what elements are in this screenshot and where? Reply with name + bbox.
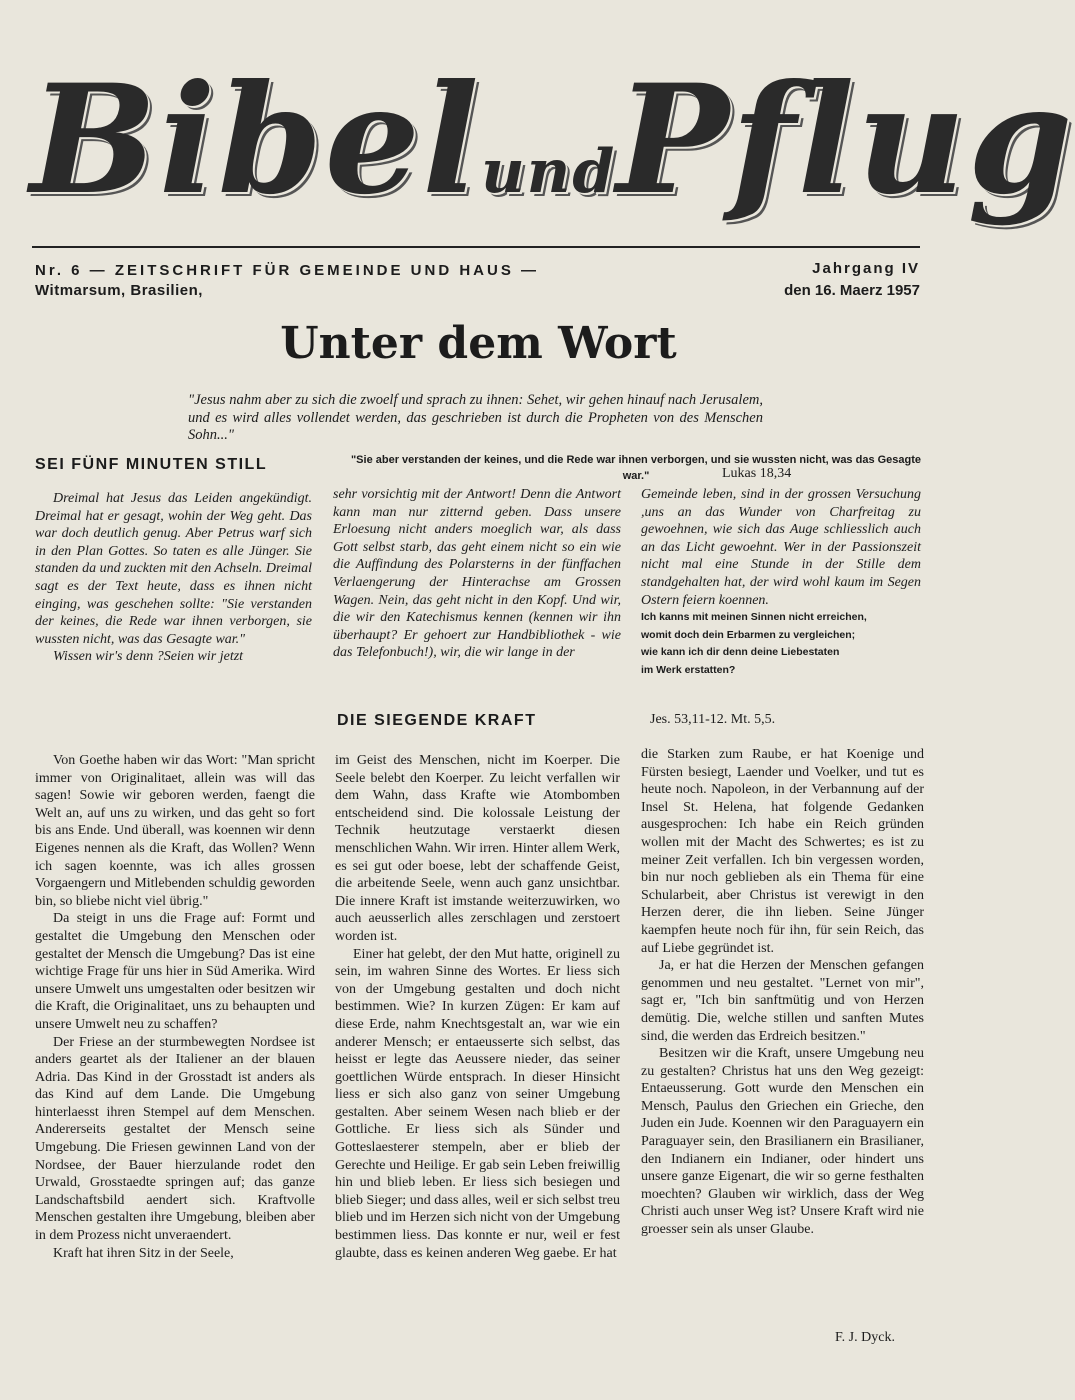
scripture-quote: "Sie aber verstanden der keines, und die Rede war ihnen verborgen, und sie wussten nicht, was das Gesagte war." <box>350 454 922 482</box>
scripture-reference: Lukas 18,34 <box>722 466 792 481</box>
paragraph: Dreimal hat Jesus das Leiden angekündigt. Dreimal hat er gesagt, wohin der Weg geht. Das war doch deutlich genug. Aber Petrus warf sich in den Plan Gottes. So taten es alle Jünger. Sie standen da und zuckten mit den Achseln. Dreimal sagt es der Text heute, dass es ihnen nicht einging, was geschehen sollte: "Sie verstanden der keines, die Rede war ihnen verborgen, sie wussten nicht, was das Gesagte war." <box>35 491 312 647</box>
section2-column-3 <box>641 746 924 1239</box>
intro-quote: "Jesus nahm aber zu sich die zwoelf und sprach zu ihnen: Sehet, wir gehen hinauf nach Jerusalem, und es wird alles vollendet werden, das geschrieben ist durch die Propheten von des Menschen Sohn..." <box>188 392 763 443</box>
issue-date-block <box>740 258 920 302</box>
bible-reference: Jes. 53,11-12. Mt. 5,5. <box>650 712 776 727</box>
paragraph: im Geist des Menschen, nicht im Koerper. Die Seele belebt den Koerper. Zu leicht verfallen wir dem Wahn, dass Krafte wie Atombomben entscheidend sind. Die kolossale Leistung der Technik heutzutage verstaerkt diesen menschlichen Wahn. Wir irren. Hinter allem Werk, es sei gut oder boese, lebt der schaffende Geist, die arbeitende Seele, wenn auch ganz unsichtbar. Die innere Kraft ist imstande weiterzuwirken, wo auch aeusserlich alles zerschlagen und zerstoert worden ist. <box>335 753 620 944</box>
article-title: Unter dem Wort <box>280 318 677 369</box>
hymn-line: womit doch dein Erbarmen zu vergleichen; <box>641 628 856 641</box>
section-heading-die-siegende-kraft: DIE SIEGENDE KRAFT <box>337 712 537 729</box>
hymn-line: wie kann ich dir denn deine Liebestaten <box>641 646 840 659</box>
issue-line: Nr. 6 — ZEITSCHRIFT FÜR GEMEINDE UND HAUS — <box>35 262 540 279</box>
section1-column-3 <box>641 486 921 679</box>
paragraph: Wissen wir's denn ?Seien wir jetzt <box>53 649 244 665</box>
paragraph: die Starken zum Raube, er hat Koenige und Fürsten besiegt, Laender und Voelker, und tut es heute noch. Napoleon, in der Verbannung auf der Insel St. Helena, hat folgende Gedanken ausgesprochen: Ich habe ein Reich gründen wollen mit der Macht des Schwertes; es ist zu meiner Zeit verfallen. Ich bin vergessen worden, bin nur noch geblieben als ein Thema für eine Schularbeit, aber Christus ist verewigt in den Herzen derer, die ihn lieben. Seine Jünger kaempfen heute noch für ihn, für sein Reich, das auf Liebe gegründet ist. <box>641 747 924 956</box>
section-heading-sei-fuenf-minuten-still: SEI FÜNF MINUTEN STILL <box>35 456 268 473</box>
hymn-line: im Werk erstatten? <box>641 663 736 676</box>
paragraph: Gemeinde leben, sind in der grossen Versuchung ,uns an das Wunder von Charfreitag zu gewoehnen, wie sich das Auge schliesslich auch an das Licht gewoehnt. Wer in der Passionszeit nicht mal eine Stunde in der Stille dem standgehalten hat, der wird wohl kaum im Segen Ostern feiern koennen. <box>641 487 921 608</box>
volume-label: Jahrgang IV <box>812 260 920 277</box>
section1-column-2 <box>333 486 621 662</box>
section2-column-1 <box>35 752 315 1262</box>
paragraph: Ja, er hat die Herzen der Menschen gefangen genommen und neu gestaltet. "Lernet von mir", sagt er, "Ich bin sanftmütig und von Herzen demütig. Die, welche stillen und sanften Mutes sind, die werden das Erdreich besitzen." <box>641 958 924 1044</box>
masthead-rule <box>32 246 920 248</box>
paragraph: Von Goethe haben wir das Wort: "Man spricht immer von Originalitaet, allein was will das sagen! Sowie wir geboren werden, faengt die Welt an, auf uns zu wirken, und das geht so fort bis ans Ende. Und überall, was koennen wir denn Eigenes nennen als die Kraft, das Wollen? Wenn ich sagen koennte, was ich alles grossen Vorgaengern und Mitlebenden schuldig geworden bin, so bliebe nicht viel übrig." <box>35 753 315 909</box>
masthead-logo <box>30 40 1075 240</box>
hymn-verse <box>641 609 921 679</box>
section1-column-1 <box>35 490 312 666</box>
paragraph: Einer hat gelebt, der den Mut hatte, originell zu sein, im wahren Sinne des Wortes. Er liess sich von der Umgebung gestalten und doch nicht bestimmen. Wie? In kurzen Zügen: Er kam auf diese Erde, nahm Knechtsgestalt an, war wie ein anderer Mensch; er entaeusserte sich selbst, das heisst er legte das Aeussere nieder, das seiner goettlichen Würde entsprach. In dieser Hinsicht liess er sich also ganz von seiner Umgebung gestalten. Aber seinem Wesen nach blieb er der Gottliche. Er liess sich als Sünder und Gotteslaesterer stempeln, aber er blieb der Gerechte und Heilige. Er gab sein Leben freiwillig hin und blieb leben. Er liess sich besiegen und blieb Sieger; und dass alles, weil er sich selbst treu blieb und im Herzen sich nicht von der Umgebung bestimmen liess. Das konnte er nur, weil er fest glaubte, dass es keinen anderen Weg gaebe. Er hat <box>335 946 620 1261</box>
section2-column-2 <box>335 752 620 1262</box>
paragraph: sehr vorsichtig mit der Antwort! Denn die Antwort kann man nur zitternd geben. Dass unsere Erloesung nicht anders moeglich war, als dass Gott selbst starb, das geht einem nicht so ein wie die Auffindung des Polarsterns in der fünffachen Verlaengerung der Hinterachse am Grossen Wagen. Nein, das geht nicht in den Kopf. Und wir, die wir den Katechismus kennen (kennen wir ihn überhaupt? Er gehoert zur Handbibliothek - wie das Telefonbuch!), wir, die wir lange in der <box>333 487 621 661</box>
paragraph: Besitzen wir die Kraft, unsere Umgebung neu zu gestalten? Christus hat uns den Weg gezeigt: Entaeusserung. Gott wurde den Menschen ein Mensch, Paulus den Griechen ein Grieche, den Juden ein Jude. Koennen wir den Paraguayern ein Paraguayer sein, den Brasilianern ein Brasilianer, den Indianern ein Indianer, oder hindert uns unsere ganze Eigenart, die wir so gerne festhalten moechten? Glauben wir wirklich, dass der Weg Christi auch unser Weg ist? Unsere Kraft wird nie groesser sein als unser Glaube. <box>641 1046 924 1238</box>
masthead-word-bibel: Bibel <box>30 52 482 228</box>
masthead-word-pflug: Pflug <box>616 52 1075 228</box>
paragraph: Da steigt in uns die Frage auf: Formt und gestaltet die Umgebung den Menschen oder gestaltet der Mensch die Umgebung? Das ist eine wichtige Frage für uns hier in Süd Amerika. Wird unsere Umwelt uns umgestalten oder besitzen wir die Kraft, die Originalitaet, uns zu behaupten und unsere Umwelt neu zu schaffen? <box>35 911 315 1032</box>
hymn-line: Ich kanns mit meinen Sinnen nicht erreichen, <box>641 611 867 624</box>
place-line: Witmarsum, Brasilien, <box>35 282 203 299</box>
author-signature: F. J. Dyck. <box>835 1330 895 1345</box>
issue-date: den 16. Maerz 1957 <box>784 282 920 299</box>
paragraph: Der Friese an der sturmbewegten Nordsee ist anders geartet als der Italiener an der blauen Adria. Das Kind in der Grosstadt ist anders als das Kind auf dem Lande. Die Umgebung hinterlaesst ihren Stempel auf dem Menschen. Andererseits gestaltet der Mensch seine Umgebung. Die Friesen gewinnen Land von der Nordsee, der Bauer hierzulande rodet den Urwald, Grosstaedte springen auf; das ganze Landschaftsbild aendert sich. Kraftvolle Menschen gestalten ihre Umgebung, bleiben aber in dem Prozess nicht unveraendert. <box>35 1034 315 1244</box>
paragraph: Kraft hat ihren Sitz in der Seele, <box>53 1245 234 1261</box>
masthead-word-und: und <box>481 137 617 207</box>
